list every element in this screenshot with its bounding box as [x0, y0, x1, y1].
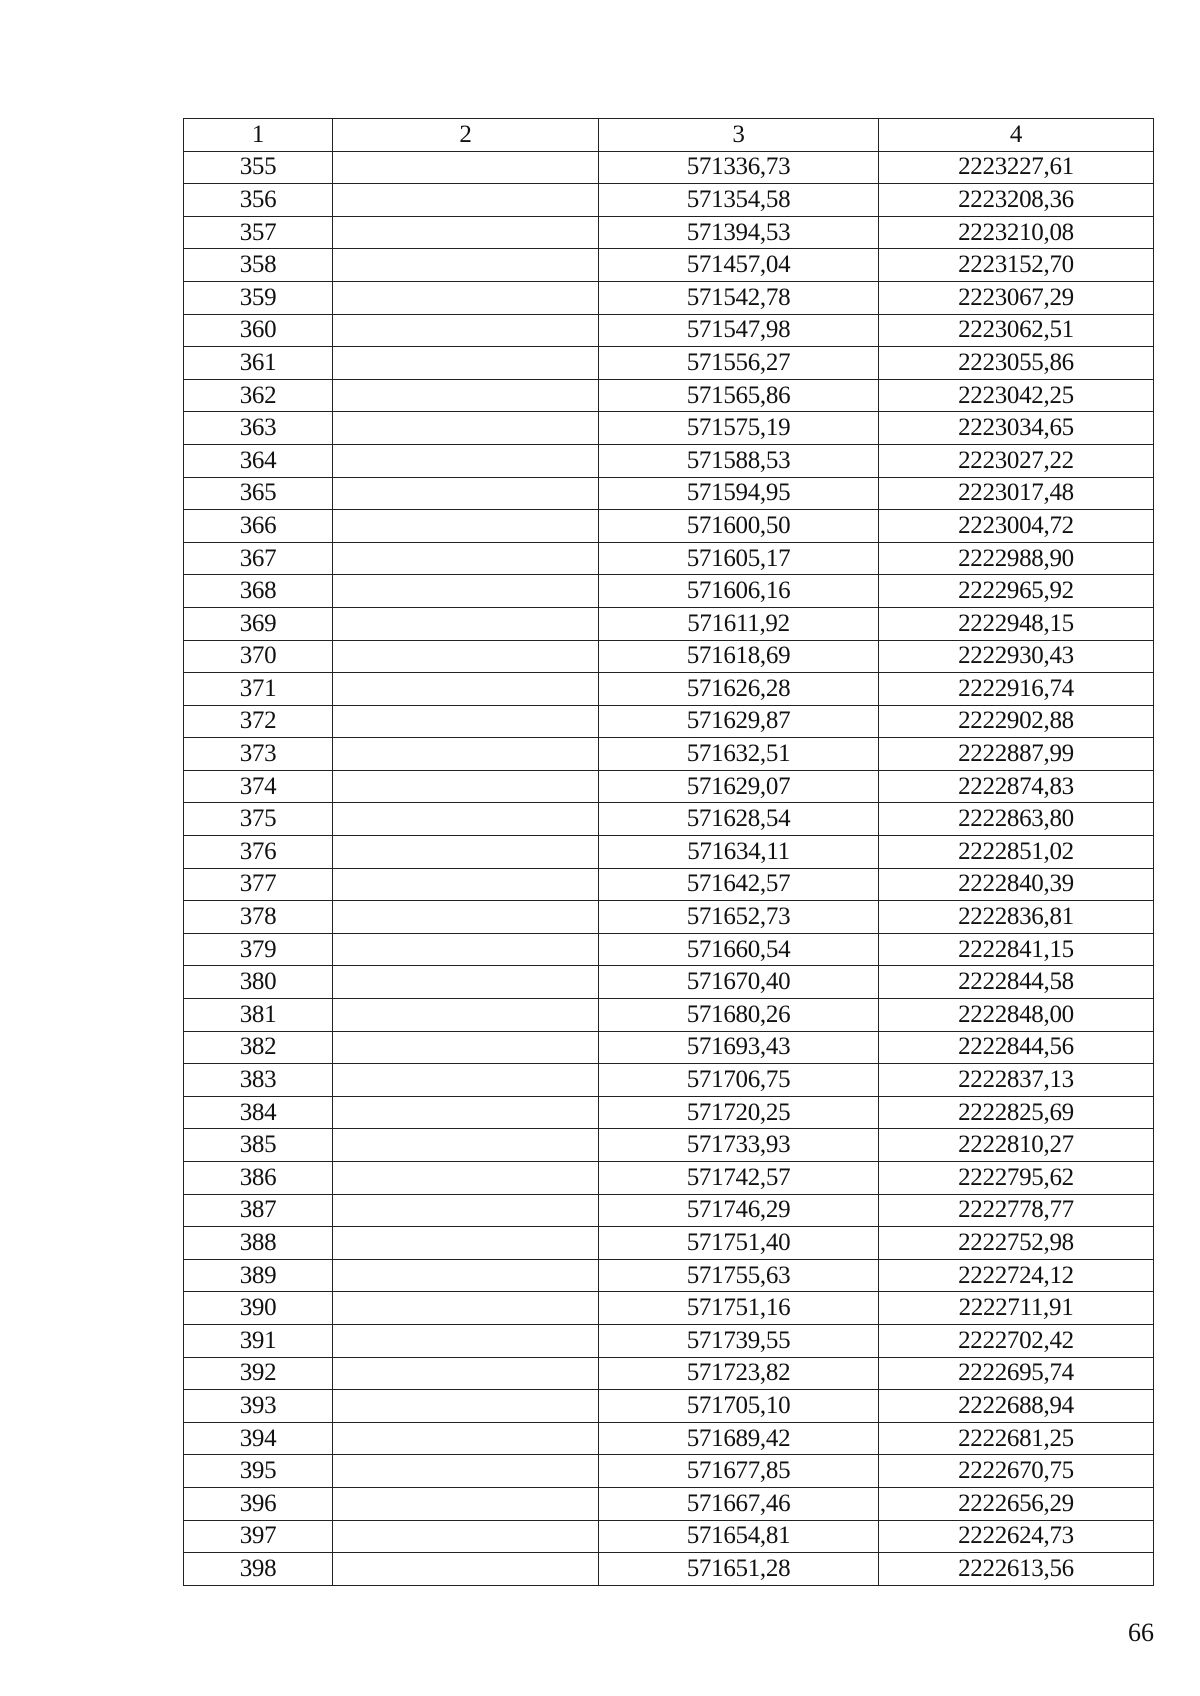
table-row: [184, 542, 1154, 575]
coordinate-y-cell: 2222837,13: [879, 1064, 1154, 1097]
table-row: [184, 933, 1154, 966]
table-row: [184, 379, 1154, 412]
table-row: [184, 510, 1154, 543]
coordinate-y-cell: 2223027,22: [879, 444, 1154, 477]
point-number-cell: 365: [184, 477, 333, 510]
empty-cell: [333, 868, 599, 901]
empty-cell: [333, 379, 599, 412]
point-number-cell: 363: [184, 412, 333, 445]
point-number-cell: 355: [184, 151, 333, 184]
coordinate-y-cell: 2222874,83: [879, 770, 1154, 803]
coordinate-y-cell: 2223210,08: [879, 216, 1154, 249]
empty-cell: [333, 1390, 599, 1423]
empty-cell: [333, 347, 599, 380]
coordinate-y-cell: 2222930,43: [879, 640, 1154, 673]
coordinate-x-cell: 571594,95: [599, 477, 879, 510]
table-row: [184, 412, 1154, 445]
coordinate-x-cell: 571677,85: [599, 1455, 879, 1488]
coordinate-y-cell: 2222965,92: [879, 575, 1154, 608]
coordinate-x-cell: 571680,26: [599, 999, 879, 1032]
coordinate-x-cell: 571746,29: [599, 1194, 879, 1227]
column-header-2: 2: [333, 119, 599, 152]
table-row: [184, 249, 1154, 282]
table-row: [184, 1259, 1154, 1292]
point-number-cell: 375: [184, 803, 333, 836]
table-row: [184, 151, 1154, 184]
point-number-cell: 383: [184, 1064, 333, 1097]
empty-cell: [333, 1520, 599, 1553]
point-number-cell: 373: [184, 738, 333, 771]
coordinate-x-cell: 571618,69: [599, 640, 879, 673]
point-number-cell: 367: [184, 542, 333, 575]
empty-cell: [333, 314, 599, 347]
coordinate-x-cell: 571751,16: [599, 1292, 879, 1325]
empty-cell: [333, 1194, 599, 1227]
page-number: 66: [1128, 1618, 1154, 1647]
coordinate-y-cell: 2222702,42: [879, 1324, 1154, 1357]
coordinate-y-cell: 2222836,81: [879, 901, 1154, 934]
coordinate-x-cell: 571457,04: [599, 249, 879, 282]
table-row: [184, 1520, 1154, 1553]
empty-cell: [333, 1292, 599, 1325]
point-number-cell: 394: [184, 1422, 333, 1455]
table-row: [184, 314, 1154, 347]
table-row: [184, 770, 1154, 803]
empty-cell: [333, 673, 599, 706]
table-row: [184, 1455, 1154, 1488]
coordinate-y-cell: 2223227,61: [879, 151, 1154, 184]
coordinate-x-cell: 571755,63: [599, 1259, 879, 1292]
coordinate-x-cell: 571670,40: [599, 966, 879, 999]
table-row: [184, 1357, 1154, 1390]
empty-cell: [333, 1487, 599, 1520]
coordinate-y-cell: 2222844,56: [879, 1031, 1154, 1064]
empty-cell: [333, 966, 599, 999]
coordinate-x-cell: 571354,58: [599, 184, 879, 217]
coordinate-x-cell: 571605,17: [599, 542, 879, 575]
coordinate-y-cell: 2223208,36: [879, 184, 1154, 217]
column-header-4: 4: [879, 119, 1154, 152]
coordinate-x-cell: 571652,73: [599, 901, 879, 934]
coordinate-y-cell: 2222825,69: [879, 1096, 1154, 1129]
point-number-cell: 371: [184, 673, 333, 706]
empty-cell: [333, 1422, 599, 1455]
point-number-cell: 387: [184, 1194, 333, 1227]
coordinate-y-cell: 2223042,25: [879, 379, 1154, 412]
point-number-cell: 381: [184, 999, 333, 1032]
coordinate-y-cell: 2222916,74: [879, 673, 1154, 706]
coordinate-x-cell: 571611,92: [599, 607, 879, 640]
point-number-cell: 395: [184, 1455, 333, 1488]
point-number-cell: 392: [184, 1357, 333, 1390]
coordinate-y-cell: 2222902,88: [879, 705, 1154, 738]
point-number-cell: 379: [184, 933, 333, 966]
coordinate-y-cell: 2223034,65: [879, 412, 1154, 445]
coordinate-y-cell: 2222656,29: [879, 1487, 1154, 1520]
coordinate-y-cell: 2222752,98: [879, 1227, 1154, 1260]
coordinate-y-cell: 2223055,86: [879, 347, 1154, 380]
table-row: [184, 575, 1154, 608]
coordinate-x-cell: 571628,54: [599, 803, 879, 836]
coordinate-x-cell: 571632,51: [599, 738, 879, 771]
empty-cell: [333, 770, 599, 803]
empty-cell: [333, 542, 599, 575]
coordinate-y-cell: 2222688,94: [879, 1390, 1154, 1423]
table-row: [184, 1194, 1154, 1227]
coordinate-y-cell: 2223152,70: [879, 249, 1154, 282]
table-row: [184, 1553, 1154, 1586]
empty-cell: [333, 510, 599, 543]
table-row: [184, 1487, 1154, 1520]
coordinate-x-cell: 571667,46: [599, 1487, 879, 1520]
coordinate-x-cell: 571542,78: [599, 281, 879, 314]
column-header-3: 3: [599, 119, 879, 152]
coordinates-table: [183, 118, 1154, 1586]
point-number-cell: 382: [184, 1031, 333, 1064]
coordinate-y-cell: 2222613,56: [879, 1553, 1154, 1586]
coordinate-y-cell: 2222695,74: [879, 1357, 1154, 1390]
point-number-cell: 356: [184, 184, 333, 217]
point-number-cell: 366: [184, 510, 333, 543]
coordinate-x-cell: 571394,53: [599, 216, 879, 249]
empty-cell: [333, 901, 599, 934]
point-number-cell: 398: [184, 1553, 333, 1586]
point-number-cell: 360: [184, 314, 333, 347]
coordinate-x-cell: 571689,42: [599, 1422, 879, 1455]
coordinate-x-cell: 571693,43: [599, 1031, 879, 1064]
table-row: [184, 966, 1154, 999]
coordinate-x-cell: 571547,98: [599, 314, 879, 347]
point-number-cell: 372: [184, 705, 333, 738]
empty-cell: [333, 1357, 599, 1390]
empty-cell: [333, 705, 599, 738]
empty-cell: [333, 1455, 599, 1488]
empty-cell: [333, 412, 599, 445]
point-number-cell: 386: [184, 1162, 333, 1195]
table-row: [184, 477, 1154, 510]
coordinate-x-cell: 571706,75: [599, 1064, 879, 1097]
table-row: [184, 1324, 1154, 1357]
table-row: [184, 1390, 1154, 1423]
table-body: [184, 151, 1154, 1585]
coordinate-x-cell: 571626,28: [599, 673, 879, 706]
coordinate-x-cell: 571634,11: [599, 836, 879, 869]
coordinate-x-cell: 571660,54: [599, 933, 879, 966]
coordinate-y-cell: 2222711,91: [879, 1292, 1154, 1325]
table-row: [184, 1162, 1154, 1195]
coordinate-y-cell: 2222810,27: [879, 1129, 1154, 1162]
empty-cell: [333, 1162, 599, 1195]
point-number-cell: 361: [184, 347, 333, 380]
point-number-cell: 397: [184, 1520, 333, 1553]
coordinate-y-cell: 2223067,29: [879, 281, 1154, 314]
empty-cell: [333, 477, 599, 510]
empty-cell: [333, 1259, 599, 1292]
coordinate-x-cell: 571654,81: [599, 1520, 879, 1553]
point-number-cell: 390: [184, 1292, 333, 1325]
coordinate-y-cell: 2222848,00: [879, 999, 1154, 1032]
point-number-cell: 376: [184, 836, 333, 869]
empty-cell: [333, 1096, 599, 1129]
point-number-cell: 358: [184, 249, 333, 282]
coordinate-x-cell: 571575,19: [599, 412, 879, 445]
table-row: [184, 673, 1154, 706]
table-row: [184, 444, 1154, 477]
table-row: [184, 901, 1154, 934]
table-row: [184, 999, 1154, 1032]
coordinate-y-cell: 2222887,99: [879, 738, 1154, 771]
empty-cell: [333, 1031, 599, 1064]
coordinate-y-cell: 2223004,72: [879, 510, 1154, 543]
point-number-cell: 357: [184, 216, 333, 249]
table-header-row: [184, 119, 1154, 152]
point-number-cell: 369: [184, 607, 333, 640]
coordinate-y-cell: 2222844,58: [879, 966, 1154, 999]
table-row: [184, 216, 1154, 249]
table-row: [184, 640, 1154, 673]
coordinate-x-cell: 571606,16: [599, 575, 879, 608]
empty-cell: [333, 1553, 599, 1586]
coordinate-y-cell: 2222840,39: [879, 868, 1154, 901]
point-number-cell: 374: [184, 770, 333, 803]
coordinate-x-cell: 571751,40: [599, 1227, 879, 1260]
point-number-cell: 389: [184, 1259, 333, 1292]
empty-cell: [333, 738, 599, 771]
coordinate-y-cell: 2222795,62: [879, 1162, 1154, 1195]
table-row: [184, 1227, 1154, 1260]
coordinate-x-cell: 571336,73: [599, 151, 879, 184]
empty-cell: [333, 184, 599, 217]
coordinate-y-cell: 2222948,15: [879, 607, 1154, 640]
point-number-cell: 391: [184, 1324, 333, 1357]
table-row: [184, 347, 1154, 380]
coordinate-x-cell: 571720,25: [599, 1096, 879, 1129]
table-row: [184, 705, 1154, 738]
coordinate-y-cell: 2222670,75: [879, 1455, 1154, 1488]
coordinate-y-cell: 2222724,12: [879, 1259, 1154, 1292]
coordinate-x-cell: 571629,87: [599, 705, 879, 738]
coordinate-x-cell: 571600,50: [599, 510, 879, 543]
coordinate-y-cell: 2222851,02: [879, 836, 1154, 869]
empty-cell: [333, 999, 599, 1032]
point-number-cell: 388: [184, 1227, 333, 1260]
point-number-cell: 384: [184, 1096, 333, 1129]
table-row: [184, 607, 1154, 640]
coordinate-y-cell: 2222681,25: [879, 1422, 1154, 1455]
empty-cell: [333, 249, 599, 282]
table-row: [184, 868, 1154, 901]
empty-cell: [333, 1064, 599, 1097]
column-header-1: 1: [184, 119, 333, 152]
point-number-cell: 393: [184, 1390, 333, 1423]
coordinate-x-cell: 571723,82: [599, 1357, 879, 1390]
coordinate-y-cell: 2222988,90: [879, 542, 1154, 575]
empty-cell: [333, 933, 599, 966]
empty-cell: [333, 1227, 599, 1260]
point-number-cell: 359: [184, 281, 333, 314]
empty-cell: [333, 1129, 599, 1162]
point-number-cell: 385: [184, 1129, 333, 1162]
empty-cell: [333, 281, 599, 314]
coordinate-y-cell: 2222863,80: [879, 803, 1154, 836]
table-row: [184, 1096, 1154, 1129]
coordinate-x-cell: 571588,53: [599, 444, 879, 477]
table-row: [184, 836, 1154, 869]
empty-cell: [333, 444, 599, 477]
coordinate-y-cell: 2222778,77: [879, 1194, 1154, 1227]
table-row: [184, 1129, 1154, 1162]
empty-cell: [333, 151, 599, 184]
point-number-cell: 362: [184, 379, 333, 412]
table-row: [184, 738, 1154, 771]
coordinate-x-cell: 571742,57: [599, 1162, 879, 1195]
table-row: [184, 1292, 1154, 1325]
empty-cell: [333, 575, 599, 608]
empty-cell: [333, 607, 599, 640]
empty-cell: [333, 803, 599, 836]
point-number-cell: 378: [184, 901, 333, 934]
empty-cell: [333, 836, 599, 869]
empty-cell: [333, 640, 599, 673]
coordinate-x-cell: 571733,93: [599, 1129, 879, 1162]
point-number-cell: 368: [184, 575, 333, 608]
table-row: [184, 1031, 1154, 1064]
coordinate-x-cell: 571739,55: [599, 1324, 879, 1357]
coordinate-x-cell: 571556,27: [599, 347, 879, 380]
coordinate-y-cell: 2222841,15: [879, 933, 1154, 966]
coordinate-x-cell: 571705,10: [599, 1390, 879, 1423]
coordinate-y-cell: 2223062,51: [879, 314, 1154, 347]
point-number-cell: 380: [184, 966, 333, 999]
coordinate-y-cell: 2223017,48: [879, 477, 1154, 510]
coordinate-x-cell: 571565,86: [599, 379, 879, 412]
point-number-cell: 370: [184, 640, 333, 673]
coordinate-x-cell: 571629,07: [599, 770, 879, 803]
point-number-cell: 364: [184, 444, 333, 477]
table-row: [184, 803, 1154, 836]
coordinate-x-cell: 571642,57: [599, 868, 879, 901]
point-number-cell: 377: [184, 868, 333, 901]
empty-cell: [333, 1324, 599, 1357]
empty-cell: [333, 216, 599, 249]
table-row: [184, 184, 1154, 217]
table-row: [184, 1064, 1154, 1097]
point-number-cell: 396: [184, 1487, 333, 1520]
coordinate-x-cell: 571651,28: [599, 1553, 879, 1586]
table-row: [184, 281, 1154, 314]
table-row: [184, 1422, 1154, 1455]
coordinate-y-cell: 2222624,73: [879, 1520, 1154, 1553]
